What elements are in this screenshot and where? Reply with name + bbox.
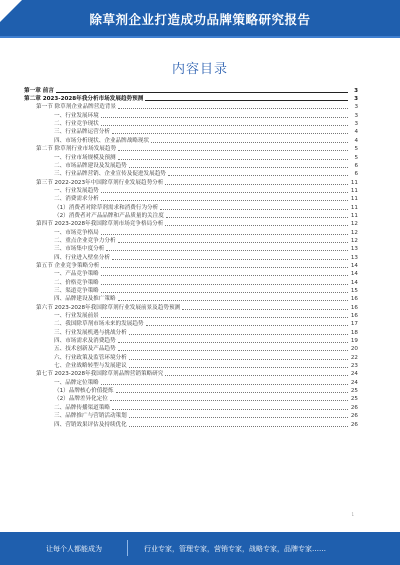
toc-leader-dots xyxy=(129,426,348,427)
toc-entry[interactable] xyxy=(24,370,358,378)
toc-entry[interactable] xyxy=(24,220,358,228)
toc-heading: 内容目录 xyxy=(171,62,228,77)
toc-leader-dots xyxy=(101,125,348,126)
toc-entry-page: 4 xyxy=(354,129,358,136)
toc-entry[interactable] xyxy=(24,94,358,102)
toc-entry-title: 二、我国除草剂市场未来的发展趋势 xyxy=(54,321,144,328)
toc-entry-title: 三、市场集中度分析 xyxy=(54,246,105,253)
toc-entry[interactable] xyxy=(24,395,358,403)
toc-entry-page: 24 xyxy=(350,371,358,378)
toc-entry-page: 16 xyxy=(350,313,358,320)
toc-entry-page: 11 xyxy=(350,204,358,211)
toc-entry-title: （1）消费者对除草剂需求和消费行为分析 xyxy=(54,204,159,211)
toc-entry-title: 六、行业政策及监管环境分析 xyxy=(54,354,127,361)
toc-leader-dots xyxy=(160,209,348,210)
report-header-bar xyxy=(0,0,400,36)
toc-entry-page: 17 xyxy=(350,321,358,328)
toc-entry-title: 五、技术创新及产品趋势 xyxy=(54,346,116,353)
toc-entry[interactable] xyxy=(24,403,358,411)
toc-leader-dots xyxy=(118,242,348,243)
toc-entry-title: 第二节 除草剂行业市场发展趋势 xyxy=(36,146,117,153)
toc-leader-dots xyxy=(129,359,348,360)
toc-entry-title: 一、品牌定位策略 xyxy=(54,379,99,386)
toc-entry-page: 11 xyxy=(350,179,358,186)
toc-leader-dots xyxy=(129,417,348,418)
toc-entry-page: 26 xyxy=(350,404,358,411)
toc-entry-page: 12 xyxy=(350,221,358,228)
toc-entry-title: 三、品牌推广与营销活动策划 xyxy=(54,413,127,420)
toc-entry-page: 20 xyxy=(350,346,358,353)
toc-entry-page: 24 xyxy=(350,379,358,386)
toc-leader-dots xyxy=(151,142,348,143)
toc-entry[interactable] xyxy=(24,178,358,186)
toc-entry-title: 二、价格竞争策略 xyxy=(54,279,99,286)
toc-entry-page: 12 xyxy=(350,237,358,244)
toc-entry-page: 16 xyxy=(350,296,358,303)
toc-entry-title: 二、消费需求分析 xyxy=(54,196,99,203)
toc-entry-title: 第六节 2023-2028年我国除草剂行业发展前景及趋势预测 xyxy=(36,304,181,311)
toc-entry[interactable] xyxy=(24,186,358,194)
toc-entry-title: 第三节 2022-2023年中国除草剂行业发展趋势分析 xyxy=(36,179,164,186)
toc-entry-title: 一、市场竞争格局 xyxy=(54,229,99,236)
toc-entry[interactable] xyxy=(24,169,358,177)
toc-leader-dots xyxy=(112,259,348,260)
toc-entry-page: 3 xyxy=(354,87,358,94)
toc-leader-dots xyxy=(165,225,348,226)
toc-entry-title: 四、品牌建设及推广策略 xyxy=(54,296,116,303)
toc-leader-dots xyxy=(129,367,348,368)
toc-entry[interactable] xyxy=(24,245,358,253)
toc-entry-page: 11 xyxy=(350,212,358,219)
toc-entry-title: 二、重点企业竞争力分析 xyxy=(54,237,116,244)
toc-leader-dots xyxy=(101,317,348,318)
toc-entry[interactable] xyxy=(24,228,358,236)
toc-entry-title: 七、企业战略转型与发展建议 xyxy=(54,363,127,370)
toc-entry-page: 12 xyxy=(350,229,358,236)
toc-leader-dots xyxy=(101,117,348,118)
toc-leader-dots xyxy=(101,284,348,285)
toc-entry[interactable] xyxy=(24,353,358,361)
toc-entry[interactable] xyxy=(24,211,358,219)
toc-entry-page: 18 xyxy=(350,329,358,336)
toc-entry-title: 第四节 2023-2028年我国除草剂市场竞争格局分析 xyxy=(36,221,164,228)
toc-leader-dots xyxy=(101,192,348,193)
toc-leader-dots xyxy=(101,384,348,385)
toc-leader-dots xyxy=(165,184,348,185)
toc-entry-page: 25 xyxy=(350,388,358,395)
toc-entry[interactable] xyxy=(24,194,358,202)
toc-entry-page: 13 xyxy=(350,246,358,253)
toc-entry-page: 5 xyxy=(354,154,358,161)
toc-leader-dots xyxy=(101,275,348,276)
footer-slogan-left: 让每个人都能成为 xyxy=(46,545,102,553)
toc-leader-dots xyxy=(118,300,348,301)
toc-leader-dots xyxy=(110,400,348,401)
toc-leader-dots xyxy=(118,350,348,351)
toc-entry-title: 一、行业发展前景 xyxy=(54,313,99,320)
toc-entry-title: 一、行业发展趋势 xyxy=(54,187,99,194)
toc-entry-page: 3 xyxy=(354,112,358,119)
toc-entry-page: 14 xyxy=(350,262,358,269)
toc-entry[interactable] xyxy=(24,278,358,286)
toc-entry-title: 一、行业发展环境 xyxy=(54,112,99,119)
toc-entry-title: 第五节 企业竞争策略分析 xyxy=(36,262,100,269)
toc-leader-dots xyxy=(166,217,348,218)
toc-leader-dots xyxy=(129,167,348,168)
footer-divider xyxy=(127,540,128,556)
toc-entry-page: 26 xyxy=(350,421,358,428)
toc-entry-title: 二、行业竞争现状 xyxy=(54,121,99,128)
toc-entry[interactable] xyxy=(24,420,358,428)
toc-leader-dots xyxy=(118,108,348,109)
toc-entry-title: 三、渠道竞争策略 xyxy=(54,288,99,294)
toc-entry-page: 6 xyxy=(354,171,358,178)
toc-entry[interactable] xyxy=(24,345,358,353)
toc-entry[interactable] xyxy=(24,136,358,144)
toc-entry-page: 4 xyxy=(354,137,358,144)
toc-entry-title: 第七节 2023-2028年我国除草剂品牌营销策略研究 xyxy=(36,371,164,378)
toc-entry-page: 3 xyxy=(354,104,358,111)
toc-leader-dots xyxy=(118,342,348,343)
toc-entry-title: 三、行业品牌营销、企业宣传及促进发展趋势 xyxy=(54,171,166,178)
toc-entry-page: 15 xyxy=(350,288,358,294)
toc-entry-title: 一、行业市场规模及预测 xyxy=(54,154,116,161)
header-divider xyxy=(0,36,400,38)
toc-leader-dots xyxy=(118,159,348,160)
toc-entry[interactable] xyxy=(24,328,358,336)
report-footer-bar xyxy=(0,532,400,565)
toc-entry-title: （2）品牌差异化定位 xyxy=(54,396,108,403)
toc-leader-dots xyxy=(112,409,348,410)
toc-leader-dots xyxy=(146,325,348,326)
toc-entry[interactable] xyxy=(24,286,358,294)
report-title: 除草剂企业打造成功品牌策略研究报告 xyxy=(89,12,311,27)
toc-entry[interactable] xyxy=(24,378,358,386)
toc-entry-page: 6 xyxy=(354,162,358,169)
toc-entry-page: 11 xyxy=(350,196,358,203)
toc-leader-dots xyxy=(101,200,348,201)
toc-leader-dots xyxy=(116,392,349,393)
toc-entry[interactable] xyxy=(24,203,358,211)
toc-leader-dots xyxy=(182,309,348,310)
toc-leader-dots xyxy=(101,234,348,235)
toc-entry-title: 第一节 除草剂企业品牌营造背景 xyxy=(36,104,117,111)
toc-entry[interactable] xyxy=(24,161,358,169)
table-of-contents xyxy=(24,86,358,428)
toc-entry-title: 三、行业发展机遇与挑战分析 xyxy=(54,329,127,336)
toc-entry-page: 25 xyxy=(350,396,358,403)
toc-entry-page: 23 xyxy=(350,363,358,370)
toc-entry-page: 19 xyxy=(350,338,358,345)
toc-entry-title: 一、产品竞争策略 xyxy=(54,271,99,278)
toc-entry-title: 四、营销效果评估及持续优化 xyxy=(54,421,127,428)
toc-leader-dots xyxy=(101,267,348,268)
toc-leader-dots xyxy=(101,292,348,293)
toc-entry-page: 5 xyxy=(354,146,358,153)
toc-entry-page: 22 xyxy=(350,354,358,361)
toc-entry[interactable] xyxy=(24,261,358,269)
toc-leader-dots xyxy=(165,375,348,376)
toc-entry[interactable] xyxy=(24,361,358,369)
toc-entry-page: 26 xyxy=(350,413,358,420)
toc-entry[interactable] xyxy=(24,311,358,319)
toc-entry-title: 二、品牌传播渠道策略 xyxy=(54,404,110,411)
toc-entry[interactable] xyxy=(24,295,358,303)
toc-leader-dots xyxy=(118,150,348,151)
toc-entry-page: 11 xyxy=(350,187,358,194)
toc-entry[interactable] xyxy=(24,128,358,136)
toc-entry-title: 三、行业品牌运营分析 xyxy=(54,129,110,136)
toc-entry[interactable] xyxy=(24,270,358,278)
toc-entry-title: 四、行业进入壁垒分析 xyxy=(54,254,110,261)
toc-entry[interactable] xyxy=(24,336,358,344)
toc-entry[interactable] xyxy=(24,253,358,261)
toc-leader-dots xyxy=(168,175,348,176)
toc-entry-title: 二、市场品牌建设及发展趋势 xyxy=(54,162,127,169)
toc-leader-dots xyxy=(106,250,348,251)
toc-entry-page: 16 xyxy=(350,304,358,311)
toc-entry-page: 13 xyxy=(350,254,358,261)
toc-entry[interactable] xyxy=(24,144,358,152)
toc-leader-dots xyxy=(112,133,348,134)
toc-entry-page: 3 xyxy=(354,121,358,128)
toc-entry[interactable] xyxy=(24,111,358,119)
toc-entry[interactable] xyxy=(24,103,358,111)
toc-entry[interactable] xyxy=(24,153,358,161)
toc-leader-dots xyxy=(56,92,348,93)
toc-entry-title: （1）品牌核心价值提炼 xyxy=(54,388,114,395)
toc-entry-title: 四、市场分析现状、企业品牌战略现状 xyxy=(54,137,150,144)
footer-slogan-right: 行业专家，管理专家，营销专家，战略专家，品牌专家…… xyxy=(144,545,326,553)
toc-leader-dots xyxy=(129,334,348,335)
toc-entry-page: 14 xyxy=(350,279,358,286)
toc-entry[interactable] xyxy=(24,86,358,94)
toc-entry[interactable] xyxy=(24,303,358,311)
toc-entry[interactable] xyxy=(24,119,358,127)
toc-entry[interactable] xyxy=(24,411,358,419)
page-marker: 1 xyxy=(351,512,354,517)
toc-entry[interactable] xyxy=(24,320,358,328)
toc-entry[interactable] xyxy=(24,236,358,244)
toc-leader-dots xyxy=(145,100,348,101)
toc-entry-title: 四、市场需求及消费趋势 xyxy=(54,338,116,345)
toc-entry-page: 14 xyxy=(350,271,358,278)
toc-entry-title: （2）消费者对产品品牌和产品质量的关注度 xyxy=(54,212,164,219)
toc-entry-page: 3 xyxy=(354,96,358,103)
toc-entry-title: 第二章 2023-2028年我分析市场发展趋势预测 xyxy=(24,96,144,103)
toc-entry-title: 第一章 前言 xyxy=(24,87,54,94)
toc-entry[interactable] xyxy=(24,386,358,394)
